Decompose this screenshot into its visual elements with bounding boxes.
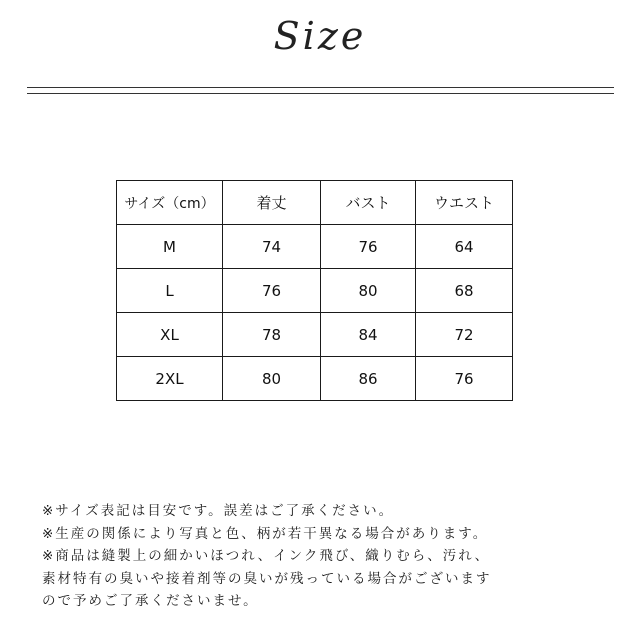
cell-waist: 72 xyxy=(416,313,513,357)
cell-waist: 64 xyxy=(416,225,513,269)
size-table xyxy=(116,180,513,401)
table-header-row xyxy=(117,181,513,225)
header-length: 着丈 xyxy=(223,181,321,225)
cell-length: 80 xyxy=(223,357,321,401)
cell-bust: 76 xyxy=(321,225,416,269)
header-bust: バスト xyxy=(321,181,416,225)
note-line: ※生産の関係により写真と色、柄が若干異なる場合があります。 xyxy=(42,525,489,542)
notes xyxy=(42,500,622,613)
table-row xyxy=(117,357,513,401)
note-line: ※サイズ表記は目安です。誤差はご了承ください。 xyxy=(42,503,395,519)
cell-size: L xyxy=(117,269,223,313)
cell-size: 2XL xyxy=(117,357,223,401)
cell-size: M xyxy=(117,225,223,269)
header-size: サイズ（cm） xyxy=(117,181,223,225)
note-line: ので予めご了承くださいませ。 xyxy=(42,593,259,609)
cell-size: XL xyxy=(117,313,223,357)
header-waist: ウエスト xyxy=(416,181,513,225)
cell-bust: 80 xyxy=(321,269,416,313)
table-row xyxy=(117,313,513,357)
page-title: Size xyxy=(273,14,367,58)
cell-waist: 76 xyxy=(416,357,513,401)
cell-waist: 68 xyxy=(416,269,513,313)
note-line: ※商品は縫製上の細かいほつれ、インク飛び、織りむら、汚れ、 xyxy=(42,548,491,564)
divider-top xyxy=(27,87,614,88)
note-line: 素材特有の臭いや接着剤等の臭いが残っている場合がございます xyxy=(42,570,492,587)
cell-length: 76 xyxy=(223,269,321,313)
cell-length: 78 xyxy=(223,313,321,357)
table-row xyxy=(117,225,513,269)
cell-bust: 86 xyxy=(321,357,416,401)
cell-bust: 84 xyxy=(321,313,416,357)
divider-bottom xyxy=(27,93,614,94)
cell-length: 74 xyxy=(223,225,321,269)
table-row xyxy=(117,269,513,313)
